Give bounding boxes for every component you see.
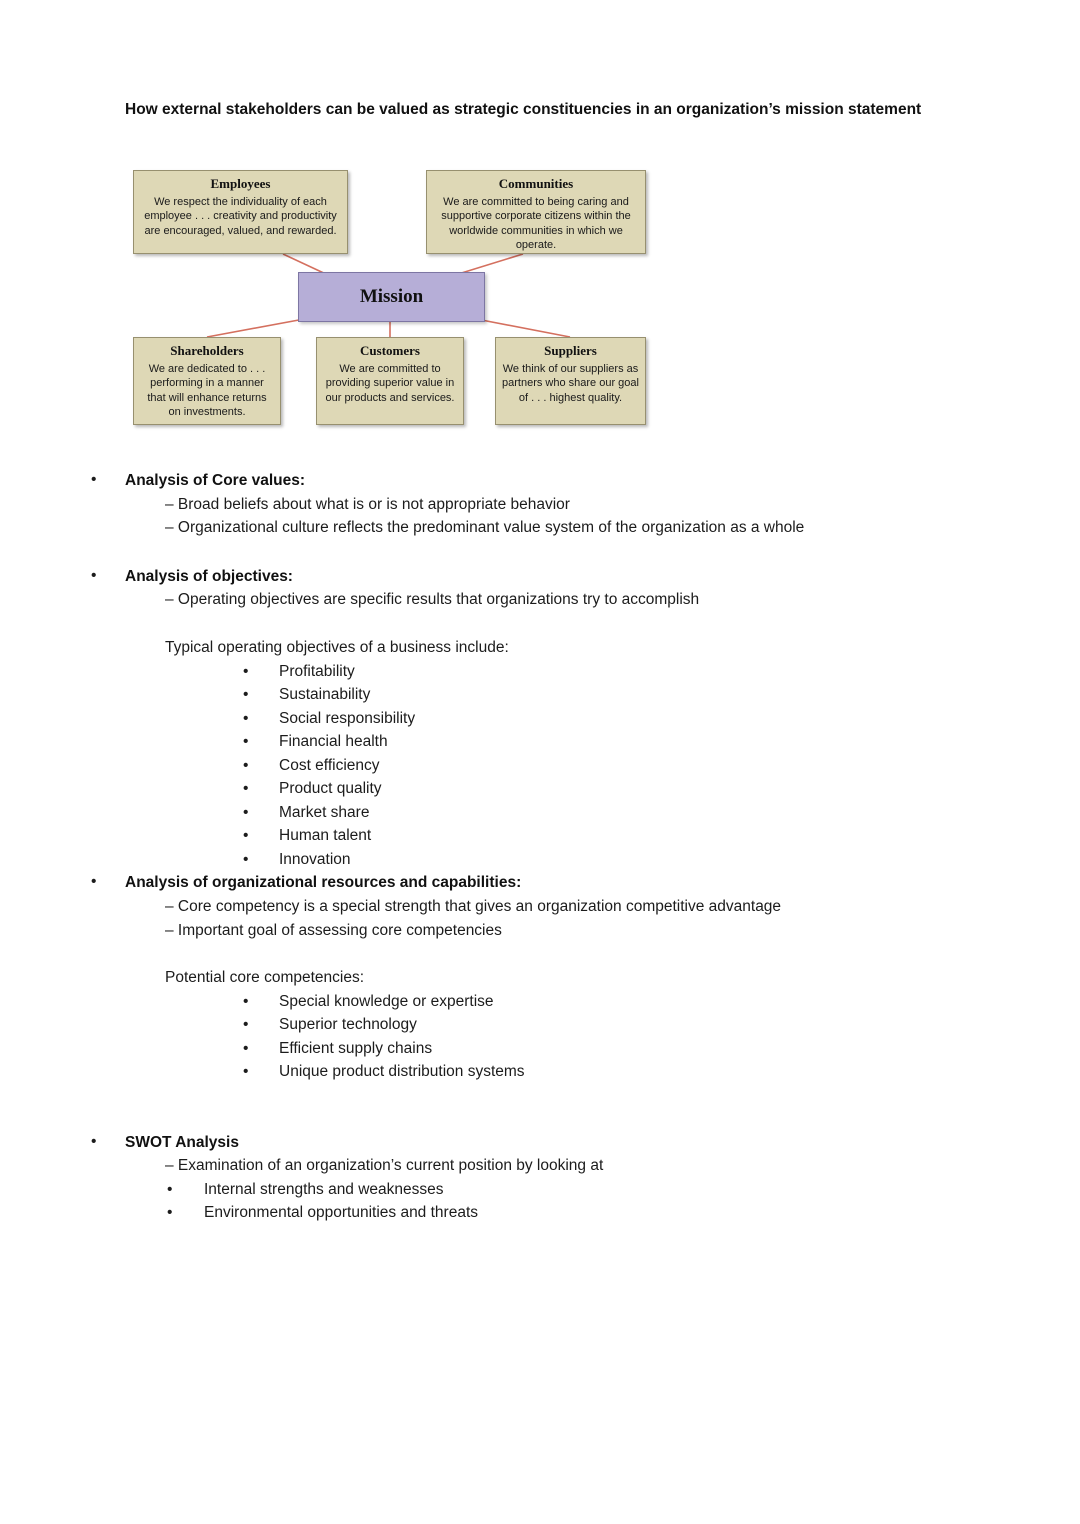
list-item-label: Environmental opportunities and threats xyxy=(204,1204,478,1222)
list-item-label: Superior technology xyxy=(279,1016,417,1034)
mission-diagram xyxy=(133,167,653,429)
section-heading: Analysis of objectives: xyxy=(125,567,293,585)
list-item-label: Human talent xyxy=(279,827,372,845)
section-objectives xyxy=(91,565,995,872)
list-item xyxy=(243,1013,995,1037)
section-heading-row xyxy=(91,565,995,589)
box-title: Employees xyxy=(210,176,271,192)
list-item-label: Social responsibility xyxy=(279,709,416,727)
list-item xyxy=(243,660,995,684)
bullet-icon: • xyxy=(243,803,249,821)
diagram-box-shareholders xyxy=(133,337,281,425)
list-item-label: Efficient supply chains xyxy=(279,1039,433,1057)
notes-list xyxy=(91,469,995,1225)
section-swot xyxy=(91,1131,995,1225)
section-resources-capabilities xyxy=(91,871,995,1083)
bullet-icon: • xyxy=(243,992,249,1010)
box-text: We respect the individuality of each employee . . . creativity and productivity are encouraged, valued, and rewarded. xyxy=(144,196,337,237)
bullet-icon: • xyxy=(243,827,249,845)
list-item xyxy=(243,801,995,825)
bullet-icon: • xyxy=(243,709,249,727)
box-text: We are committed to being caring and supportive corporate citizens within the worldwide communities in which we operate. xyxy=(441,196,631,252)
section-core-values xyxy=(91,469,995,540)
list-item-label: Internal strengths and weaknesses xyxy=(204,1180,444,1198)
list-item-label: Product quality xyxy=(279,780,382,798)
list-item xyxy=(243,730,995,754)
box-text: We are dedicated to . . . performing in a manner that will enhance returns on investments. xyxy=(147,363,267,419)
bullet-icon: • xyxy=(243,1016,249,1034)
bullet-icon: • xyxy=(243,1063,249,1081)
list-item xyxy=(243,1037,995,1061)
sub-list-intro: Typical operating objectives of a business include: xyxy=(165,638,509,656)
list-item xyxy=(243,754,995,778)
section-point: – Operating objectives are specific results that organizations try to accomplish xyxy=(165,591,700,609)
section-heading-row xyxy=(91,1131,995,1155)
bullet-icon: • xyxy=(167,1180,173,1198)
bullet-icon: • xyxy=(243,850,249,868)
list-item xyxy=(243,824,995,848)
section-heading: Analysis of organizational resources and capabilities: xyxy=(125,874,522,892)
bullet-icon: • xyxy=(243,780,249,798)
diagram-box-mission xyxy=(298,272,485,322)
diagram-box-customers xyxy=(316,337,464,425)
box-title: Shareholders xyxy=(170,343,244,359)
mission-label: Mission xyxy=(359,285,424,307)
box-text: We think of our suppliers as partners who share our goal of . . . highest quality. xyxy=(502,363,639,404)
bullet-icon: • xyxy=(243,1039,249,1057)
page-title: How external stakeholders can be valued as strategic constituencies in an organization’s mission statement xyxy=(125,101,922,118)
list-item-label: Market share xyxy=(279,803,370,821)
diagram-box-communities xyxy=(426,170,646,254)
bullet-icon: • xyxy=(167,1204,173,1222)
list-item-label: Profitability xyxy=(279,662,355,680)
section-heading-row xyxy=(91,871,995,895)
list-item xyxy=(243,848,995,872)
list-item-label: Cost efficiency xyxy=(279,756,380,774)
box-text: We are committed to providing superior value in our products and services. xyxy=(325,363,455,404)
bullet-icon: • xyxy=(243,756,249,774)
bullet-icon: • xyxy=(243,662,249,680)
section-point: – Important goal of assessing core competencies xyxy=(165,921,502,939)
bullet-icon: • xyxy=(91,1132,97,1150)
list-item-label: Financial health xyxy=(279,733,388,751)
list-item xyxy=(243,777,995,801)
list-item-label: Unique product distribution systems xyxy=(279,1063,525,1081)
list-item xyxy=(167,1178,995,1202)
diagram-box-employees xyxy=(133,170,348,254)
section-point: – Organizational culture reflects the predominant value system of the organization as a whole xyxy=(165,519,805,537)
list-item-label: Innovation xyxy=(279,850,351,868)
section-heading: SWOT Analysis xyxy=(125,1133,239,1151)
box-title: Communities xyxy=(498,176,574,192)
bullet-icon: • xyxy=(91,566,97,584)
bullet-icon: • xyxy=(91,471,97,489)
list-item xyxy=(243,990,995,1014)
bullet-icon: • xyxy=(243,733,249,751)
section-heading-row xyxy=(91,469,995,493)
sub-list-intro: Potential core competencies: xyxy=(165,969,365,987)
list-item-label: Special knowledge or expertise xyxy=(279,992,494,1010)
bullet-icon: • xyxy=(91,873,97,891)
list-item xyxy=(167,1201,995,1225)
section-point: – Examination of an organization’s current position by looking at xyxy=(165,1157,604,1175)
box-title: Suppliers xyxy=(544,343,597,359)
section-point: – Broad beliefs about what is or is not appropriate behavior xyxy=(165,495,570,513)
list-item xyxy=(243,683,995,707)
bullet-icon: • xyxy=(243,686,249,704)
section-heading: Analysis of Core values: xyxy=(125,472,306,490)
list-item xyxy=(243,707,995,731)
list-item xyxy=(243,1060,995,1084)
diagram-box-suppliers xyxy=(495,337,646,425)
section-point: – Core competency is a special strength that gives an organization competitive advantage xyxy=(165,898,782,915)
box-title: Customers xyxy=(360,343,420,359)
list-item-label: Sustainability xyxy=(279,686,371,704)
